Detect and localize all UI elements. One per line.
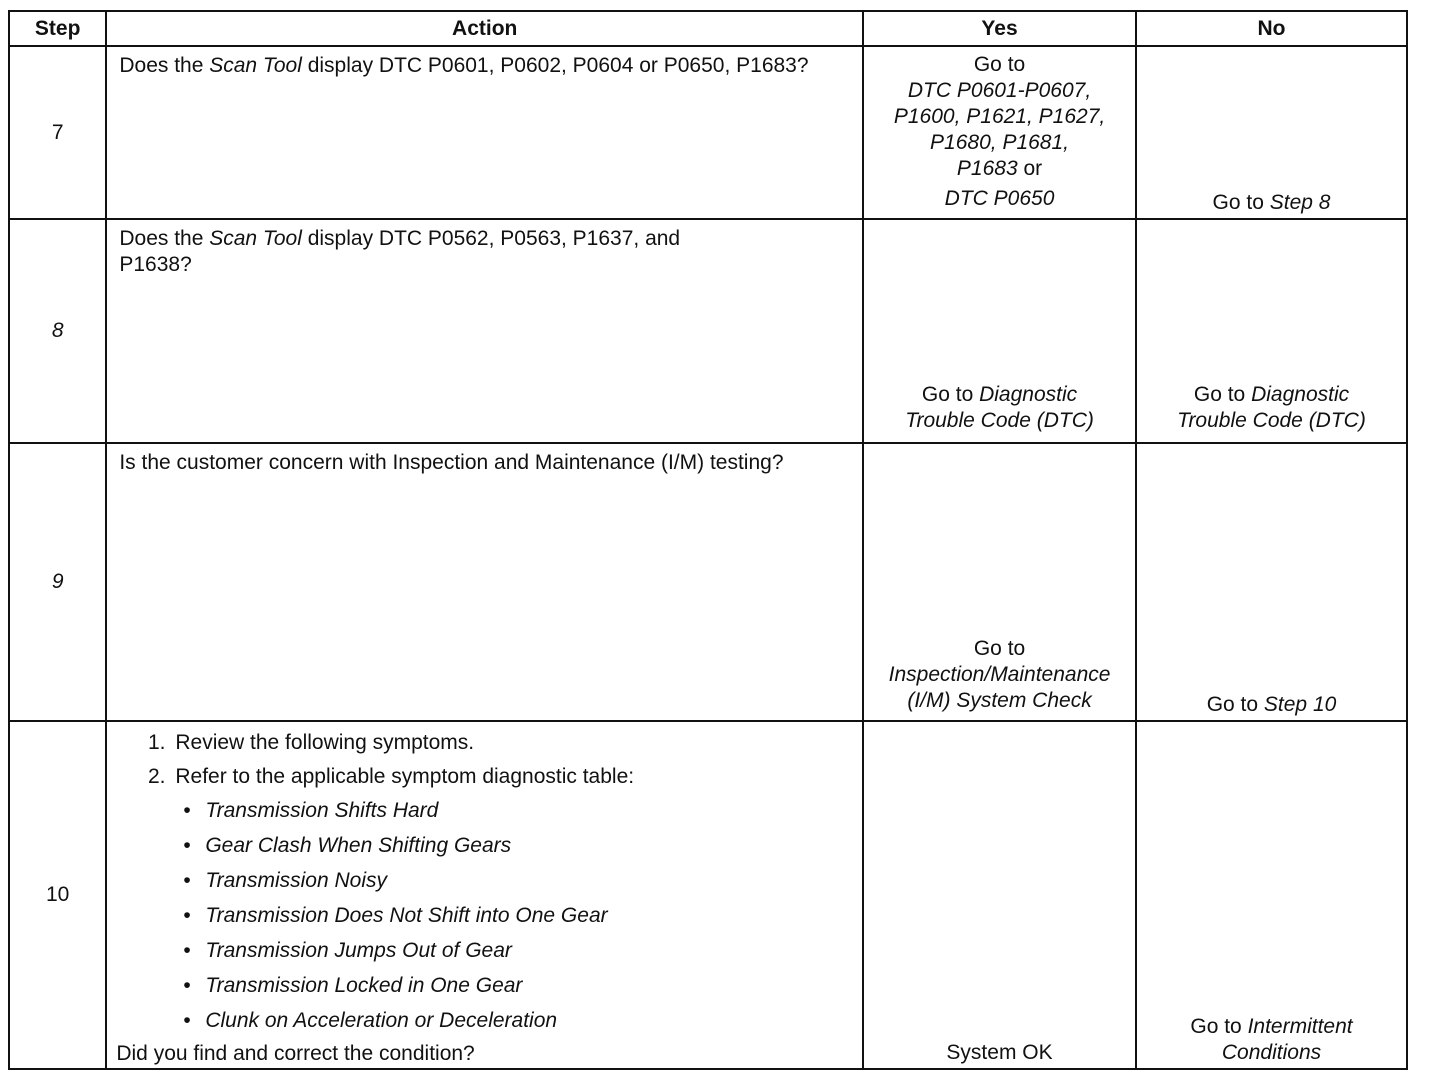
action-cell [106,219,863,443]
table-header-row [9,11,1407,46]
action-cell [106,46,863,219]
action-text-post: display DTC P0601, P0602, P0604 or P0650, P1683? [301,54,809,77]
no-target-line-1: Intermittent [1247,1015,1353,1038]
no-cell [1136,721,1407,1069]
header-step: Step [9,11,106,46]
list-item: • Transmission Does Not Shift into One Gear [205,903,852,929]
list-item: • Gear Clash When Shifting Gears [205,833,852,859]
list-item: • Clunk on Acceleration or Deceleration [205,1008,852,1034]
yes-target-line-1: Inspection/Maintenance [888,663,1111,686]
yes-target-line-3: P1680, P1681, [930,131,1069,154]
header-action: Action [106,11,863,46]
action-text-pre: Does the [119,54,210,77]
action-step-2 [171,764,852,1034]
list-item: • Transmission Shifts Hard [205,798,852,824]
diagnostic-table-container [8,10,1410,1070]
no-target: Step 8 [1269,191,1331,214]
yes-target-line-4: P1683 [956,157,1018,180]
list-item: • Transmission Jumps Out of Gear [205,938,852,964]
action-text-pre: Does the [119,227,210,250]
no-target-line-2: Trouble Code (DTC) [1177,409,1366,432]
yes-target-line-2: P1600, P1621, P1627, [893,105,1106,128]
list-item: • Transmission Locked in One Gear [205,973,852,999]
yes-target-line-2: Trouble Code (DTC) [905,409,1094,432]
yes-target-line-1: DTC P0601-P0607, [907,79,1092,102]
list-item: • Transmission Noisy [205,868,852,894]
table-row-step-9 [9,443,1407,721]
yes-target-line-1: Diagnostic [979,383,1078,406]
yes-target-line-5: DTC P0650 [944,187,1055,210]
action-step-2-text: Refer to the applicable symptom diagnostic table: [175,765,635,788]
no-target-line-2: Conditions [1221,1041,1322,1064]
yes-cell [863,443,1136,721]
step-number: 9 [9,443,106,721]
action-cell [106,443,863,721]
action-question: Did you find and correct the condition? [116,1042,475,1065]
no-goto: Go to [1212,191,1270,214]
yes-cell [863,46,1136,219]
no-cell [1136,46,1407,219]
yes-cell [863,219,1136,443]
table-row-step-7 [9,46,1407,219]
action-steps-list [116,730,852,1034]
diagnostic-table [8,10,1408,1070]
symptom-list [175,798,852,1034]
step-number: 7 [9,46,106,219]
yes-cell [863,721,1136,1069]
no-goto: Go to [1206,693,1264,716]
table-row-step-8 [9,219,1407,443]
header-yes: Yes [863,11,1136,46]
action-text: Is the customer concern with Inspection and Maintenance (I/M) testing? [119,451,784,474]
action-scan-tool: Scan Tool [209,54,302,77]
step-number: 8 [9,219,106,443]
header-no: No [1136,11,1407,46]
table-row-step-10 [9,721,1407,1069]
yes-goto: Go to [973,53,1026,76]
no-goto: Go to [1193,383,1252,406]
no-goto: Go to [1190,1015,1248,1038]
no-cell [1136,219,1407,443]
no-target: Step 10 [1263,693,1337,716]
yes-result: System OK [946,1041,1053,1064]
action-scan-tool: Scan Tool [209,227,302,250]
action-text-post: display DTC P0562, P0563, P1637, and P1638? [119,227,681,276]
no-cell [1136,443,1407,721]
yes-or: or [1017,157,1043,180]
yes-target-line-2: (I/M) System Check [907,689,1092,712]
yes-goto: Go to [973,637,1026,660]
action-cell [106,721,863,1069]
action-step-1: 1. Review the following symptoms. [171,730,852,756]
no-target-line-1: Diagnostic [1251,383,1350,406]
step-number: 10 [9,721,106,1069]
yes-goto: Go to [921,383,980,406]
